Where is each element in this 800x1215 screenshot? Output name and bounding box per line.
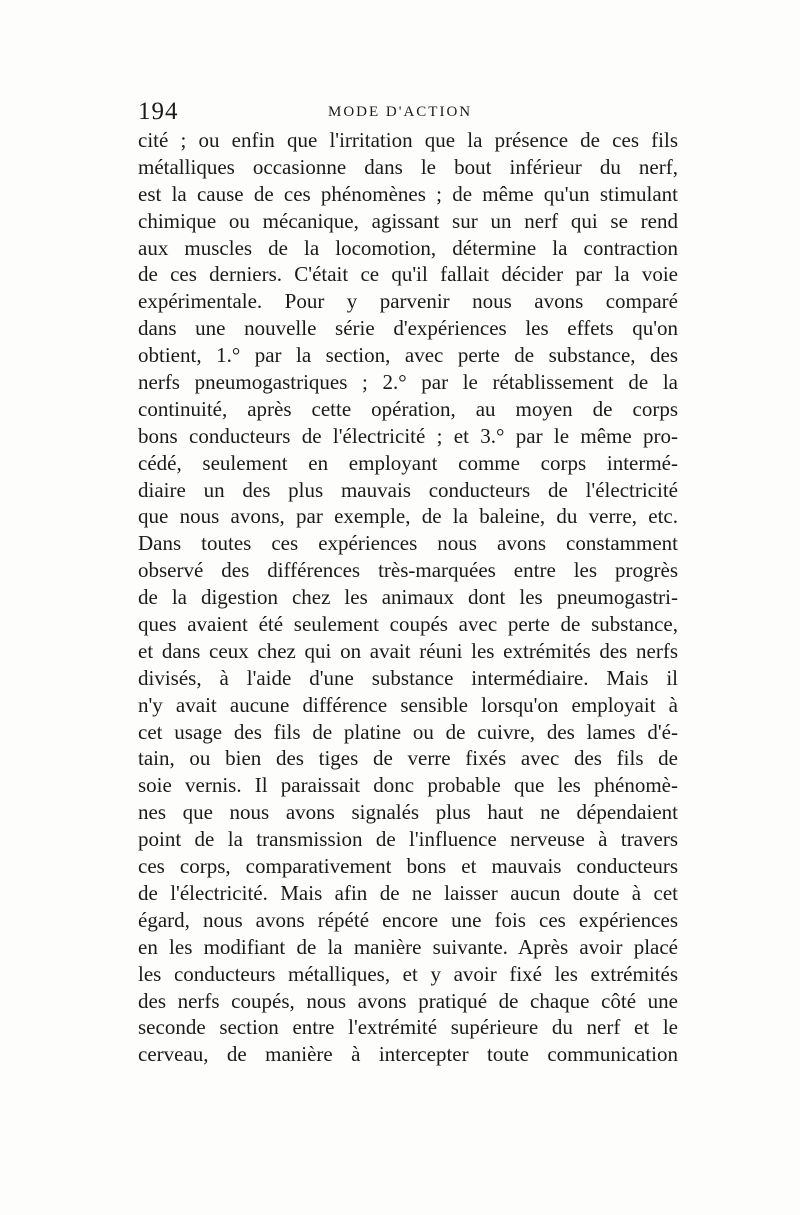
text-line: de ces derniers. C'était ce qu'il fallait décider par la voie: [138, 262, 678, 287]
text-line: en les modifiant de la manière suivante. Après avoir placé: [138, 934, 678, 959]
text-line: dans une nouvelle série d'expériences les effets qu'on: [138, 316, 678, 341]
text-line: de la digestion chez les animaux dont les pneumogastri-: [138, 585, 678, 610]
body-text: [138, 127, 678, 1068]
text-line: nes que nous avons signalés plus haut ne dépendaient: [138, 800, 678, 825]
text-line: tain, ou bien des tiges de verre fixés avec des fils de: [138, 746, 678, 771]
text-line: n'y avait aucune différence sensible lorsqu'on employait à: [138, 692, 678, 717]
text-line: ces corps, comparativement bons et mauvais conducteurs: [138, 854, 678, 879]
text-line: égard, nous avons répété encore une fois ces expériences: [138, 907, 678, 932]
text-line: diaire un des plus mauvais conducteurs de l'électricité: [138, 477, 678, 502]
text-line: chimique ou mécanique, agissant sur un nerf qui se rend: [138, 208, 678, 233]
text-line: continuité, après cette opération, au moyen de corps: [138, 396, 678, 421]
text-line: cerveau, de manière à intercepter toute communication: [138, 1042, 678, 1067]
text-line: ques avaient été seulement coupés avec perte de substance,: [138, 612, 678, 637]
text-line: aux muscles de la locomotion, détermine la contraction: [138, 235, 678, 260]
text-line: les conducteurs métalliques, et y avoir fixé les extrémités: [138, 961, 678, 986]
text-line: obtient, 1.° par la section, avec perte de substance, des: [138, 343, 678, 368]
page-number: 194: [138, 98, 179, 125]
text-line: que nous avons, par exemple, de la baleine, du verre, etc.: [138, 504, 678, 529]
text-line: point de la transmission de l'influence nerveuse à travers: [138, 827, 678, 852]
text-line: est la cause de ces phénomènes ; de même qu'un stimulant: [138, 181, 678, 206]
text-line: métalliques occasionne dans le bout inférieur du nerf,: [138, 154, 678, 179]
text-line: seconde section entre l'extrémité supérieure du nerf et le: [138, 1015, 678, 1040]
text-line: divisés, à l'aide d'une substance intermédiaire. Mais il: [138, 665, 678, 690]
text-line: cédé, seulement en employant comme corps intermé-: [138, 450, 678, 475]
text-line: soie vernis. Il paraissait donc probable que les phénomè-: [138, 773, 678, 798]
text-line: observé des différences très-marquées entre les progrès: [138, 558, 678, 583]
text-line: Dans toutes ces expériences nous avons constamment: [138, 531, 678, 556]
running-title: MODE D'ACTION: [328, 104, 473, 120]
text-line: des nerfs coupés, nous avons pratiqué de chaque côté une: [138, 988, 678, 1013]
text-line: cet usage des fils de platine ou de cuivre, des lames d'é-: [138, 719, 678, 744]
text-line: cité ; ou enfin que l'irritation que la présence de ces fils: [138, 128, 678, 152]
page-header: [138, 98, 683, 128]
text-line: de l'électricité. Mais afin de ne laisser aucun doute à cet: [138, 880, 678, 905]
text-line: bons conducteurs de l'électricité ; et 3.° par le même pro-: [138, 423, 678, 448]
text-line: expérimentale. Pour y parvenir nous avons comparé: [138, 289, 678, 314]
text-line: nerfs pneumogastriques ; 2.° par le rétablissement de la: [138, 370, 678, 395]
text-line: et dans ceux chez qui on avait réuni les extrémités des nerfs: [138, 638, 678, 663]
